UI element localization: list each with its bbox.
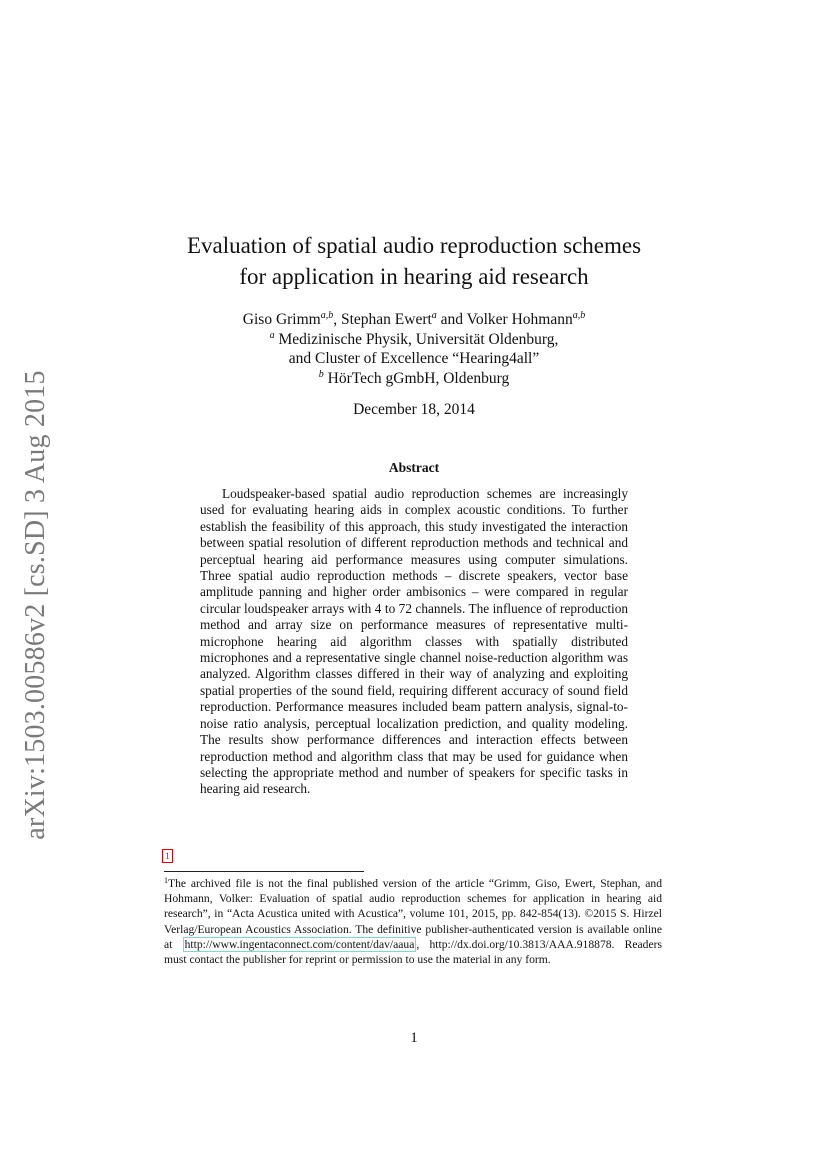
- affiliation-a: [140, 330, 688, 350]
- footnote-link-marker[interactable]: 1: [162, 849, 173, 863]
- affiliation-a-continued: and Cluster of Excellence “Hearing4all”: [288, 350, 540, 367]
- footnote: [164, 876, 662, 967]
- affiliation-b: [140, 369, 688, 389]
- paper-title: [120, 230, 708, 292]
- author-separator: and Volker Hohmann: [436, 311, 573, 328]
- affiliation-text: HörTech gGmbH, Oldenburg: [323, 369, 510, 387]
- footnote-number: 1: [164, 876, 168, 885]
- affiliation-mark: a: [431, 310, 437, 321]
- affiliation-mark: a: [269, 329, 275, 341]
- title-line-2: for application in hearing aid research: [239, 264, 589, 289]
- footnote-divider: [164, 871, 364, 872]
- author-separator: , Stephan Ewert: [333, 311, 432, 328]
- footnote-text: The archived file is not the final published version of the article “Grimm, Giso, Ewert, Stephan, and Hohmann, Volker: Evaluation of spatial audio reproduction schemes for application in hearing aid research”, in “Acta Acustica united with Acustica”, volume 101, 2015, pp. 842-854(13). ©2015 S. Hirzel Verlag/European Acoustics Association. The definitive publisher-authenticated version is available online at: [164, 877, 662, 951]
- affiliation-mark: b: [318, 368, 324, 380]
- arxiv-identifier: arXiv:1503.00586v2 [cs.SD] 3 Aug 2015: [20, 370, 51, 840]
- title-line-1: Evaluation of spatial audio reproduction schemes: [186, 233, 642, 258]
- affiliation-text: Medizinische Physik, Universität Oldenburg,: [274, 330, 559, 348]
- page-number: 1: [410, 1030, 418, 1046]
- footnote-text-continued: , http://dx.doi.org/10.3813/AAA.918878. Readers must contact the publisher for reprint or permission to use the material in any form.: [164, 937, 662, 967]
- author-name: Giso Grimm: [242, 311, 321, 328]
- footnote-url-link[interactable]: http://www.ingentaconnect.com/content/dav/aaua: [184, 937, 415, 951]
- affiliation-mark: a,b: [320, 310, 334, 321]
- abstract-heading: Abstract: [388, 460, 440, 475]
- abstract-body: Loudspeaker-based spatial audio reproduction schemes are increasingly used for evaluating hearing aids in complex acoustic conditions. To further establish the feasibility of this approach, this study investigated the interaction between spatial resolution of different reproduction methods and technical and perceptual hearing aid performance measures using computer simulations. Three spatial audio reproduction methods – discrete speakers, vector base amplitude panning and higher order ambisonics – were compared in regular circular loudspeaker arrays with 4 to 72 channels. The influence of reproduction method and array size on performance measures of representative multi-microphone hearing aid algorithm classes with spatially distributed microphones and a representative single channel noise-reduction algorithm was analyzed. Algorithm classes differed in their way of analyzing and exploiting spatial properties of the sound field, requiring different accuracy of sound field reproduction. Performance measures included beam pattern analysis, signal-to-noise ratio analysis, perceptual localization prediction, and quality modeling. The results show performance differences and interaction effects between reproduction method and algorithm class that may be used for guidance when selecting the appropriate method and number of speakers for specific tasks in hearing aid research.: [200, 486, 628, 797]
- author-block: [140, 310, 688, 388]
- author-line: [140, 310, 688, 330]
- affiliation-mark: a,b: [572, 310, 586, 321]
- paper-date: December 18, 2014: [353, 401, 475, 418]
